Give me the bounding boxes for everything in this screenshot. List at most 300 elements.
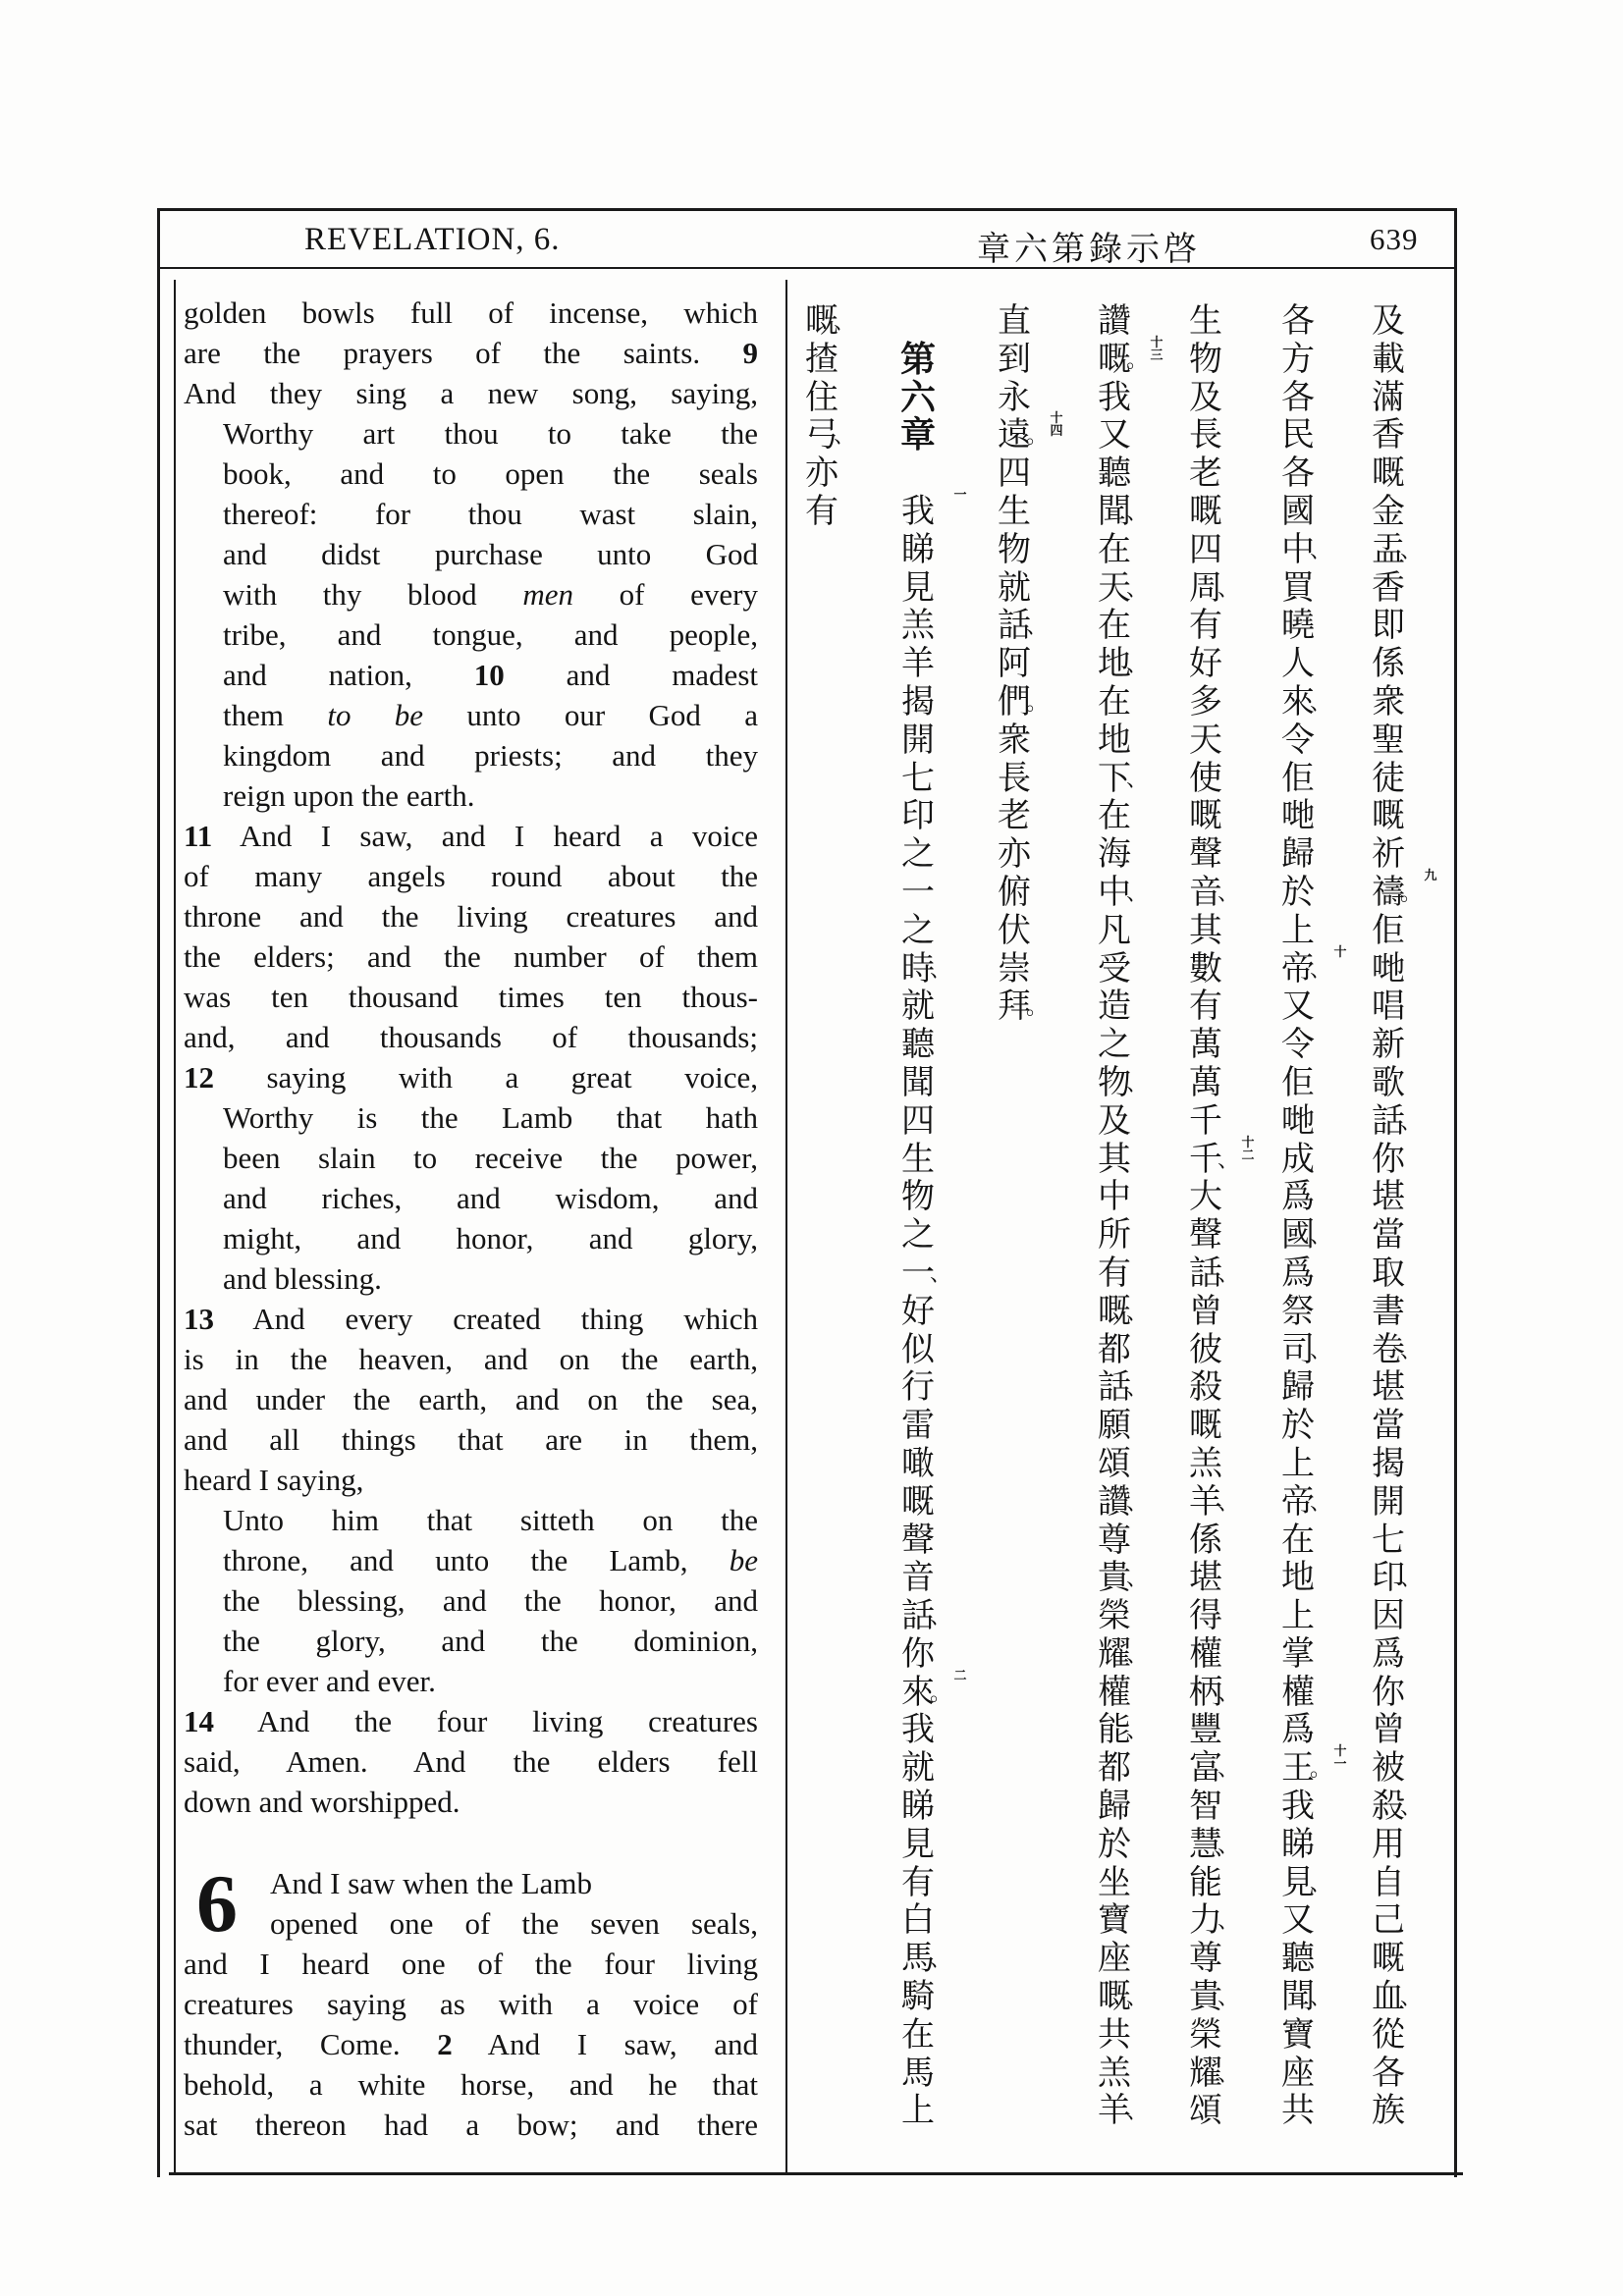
chinese-char: 在 [1098,529,1131,569]
chinese-char: 因 [1372,1596,1405,1636]
chinese-char: 嘅 [1372,796,1405,836]
chinese-char: 你 [901,1633,935,1674]
chinese-char: 於 [1281,872,1315,912]
chinese-char: 各 [1281,454,1315,494]
verse-marker: 二 [953,1668,967,1683]
punctuation: 、 [930,1605,952,1630]
chinese-char: 從 [1372,2014,1405,2055]
text-line [184,856,758,896]
text-segment: for ever and ever. [223,1664,436,1698]
chinese-char: 及 [1372,301,1405,341]
chinese-char: 堪 [1372,1367,1405,1408]
punctuation: 、 [1310,538,1332,563]
text-segment: And they sing a new song, saying, [184,376,758,410]
chinese-char: 聲 [1189,834,1222,875]
text-line [184,534,758,574]
chinese-char: 卷 、 [1372,1329,1423,1369]
chinese-char: 好 [901,1291,935,1331]
text-segment: and nation, [223,658,474,692]
chinese-char: 香 [1372,567,1405,608]
chinese-char: 七 [1372,1520,1405,1560]
chinese-char: 權 [1189,1633,1222,1674]
chinese-char: 萬 [1189,1062,1222,1102]
chinese-char: 歸 [1281,834,1315,875]
chinese-char: 帝 、 [1281,1481,1332,1522]
text-segment: of every [573,577,758,612]
text-segment: and all things that are in them, [184,1422,758,1457]
chinese-char: 族 [1372,2091,1405,2131]
punctuation: 、 [834,310,856,335]
chinese-char: 尊 [1098,1520,1131,1560]
chinese-char: 之 [901,910,935,950]
text-segment: and didst purchase unto God [223,537,758,571]
chinese-char: 們 。 [998,681,1049,721]
chinese-char: 多 [1189,681,1222,721]
text-line [184,1701,758,1741]
punctuation: 、 [1310,957,1332,983]
chinese-char: 曉 [1281,606,1315,646]
chinese-char: 方 [1281,339,1315,379]
text-line [184,655,758,695]
text-segment: unto our God a [423,698,758,732]
chinese-char: 其 [1098,1139,1131,1179]
punctuation: 。 [930,1681,952,1706]
punctuation: 、 [1400,1338,1423,1363]
text-segment: and, and thousands of thousands; [184,1020,758,1054]
chinese-char: 馬 、 [901,1939,952,1979]
chinese-char: 見 、 [1281,1862,1332,1902]
page-number: 639 [1370,222,1419,256]
text-line [184,1057,758,1097]
punctuation: 、 [930,957,952,983]
text-line [184,1419,758,1460]
chinese-char: 聲 [1189,1215,1222,1255]
chinese-char: 哋 [1281,1100,1315,1141]
chinese-char: 共 [1098,2014,1131,2055]
punctuation: 、 [1126,1642,1149,1668]
chinese-char: 己 [1372,1900,1405,1941]
chinese-char: 嘅 。 十三 [1098,335,1163,379]
chinese-char: 來 。 二 [901,1668,967,1712]
text-line [184,494,758,534]
chinese-char: 一 、 [901,1253,952,1293]
chinese-char: 話 、 [998,606,1049,646]
text-line [184,1580,758,1621]
chinese-char: 受 [1098,948,1131,988]
chinese-char: 書 [1372,1291,1405,1331]
column-divider [785,280,787,2174]
italic-text: to be [327,698,424,732]
punctuation: 、 [1126,767,1149,792]
chinese-char: 白 [901,1900,935,1941]
chinese-char: 拜 。 [998,987,1049,1027]
chinese-char: 住 [805,377,839,417]
text-segment: reign upon the earth. [223,778,475,813]
chinese-char: 使 [1189,758,1222,798]
chinese-char: 曾 [1189,1291,1222,1331]
text-segment: down and worshipped. [184,1785,460,1819]
chinese-char: 之 [901,834,935,875]
verse-number: 10 [473,658,505,692]
chinese-char: 係 [1372,644,1405,684]
chinese-char: 買 [1281,567,1315,608]
chinese-char: 願 [1098,1406,1131,1446]
chinese-char: 行 [901,1367,935,1408]
chinese-char: 共 [1281,2091,1315,2131]
punctuation: 、 [1126,1567,1149,1592]
chinese-char: 在 [1098,681,1131,721]
chinese-char: 民 [1281,415,1315,455]
chinese-char: 話 、 [1189,1253,1240,1293]
chinese-char: 老 [998,796,1031,836]
text-segment: was ten thousand times ten thous- [184,980,758,1014]
text-line [184,1661,758,1701]
chinese-char: 唱 [1372,987,1405,1027]
chinese-char: 殺 [1189,1367,1222,1408]
chinese-char: 帝 、 十 [1281,944,1347,988]
verse-number: 13 [184,1302,214,1336]
verse-marker: 十 [1333,944,1347,960]
chinese-char: 金 [1372,491,1405,531]
chinese-char: 萬 [1189,1025,1222,1065]
text-segment: throne, and unto the Lamb, [223,1543,730,1577]
chinese-char: 你 [1372,1672,1405,1712]
text-segment: thereof: for thou wast slain, [223,497,758,531]
punctuation: 、 [1217,1909,1240,1935]
chinese-char: 就 [901,1748,935,1789]
text-line [184,1017,758,1057]
text-segment: the elders; and the number of them [184,939,758,974]
chinese-char: 衆 [1372,681,1405,721]
chinese-column [1367,301,1437,2131]
chinese-char: 令 [1281,720,1315,760]
chinese-char: 睇 [1281,1824,1315,1864]
text-segment: the glory, and the dominion, [223,1624,758,1658]
chinese-char: 坐 [1098,1862,1131,1902]
chinese-char: 得 [1189,1596,1222,1636]
inner-left-rule [174,280,176,2174]
chinese-char: 中 、 [1281,529,1332,569]
chinese-char: 慧 、 [1189,1824,1240,1864]
chinese-char: 盂 、 [1372,529,1423,569]
chinese-char: 印 [901,796,935,836]
chinese-char: 凡 [1098,910,1131,950]
chinese-char: 中 [1098,1177,1131,1217]
text-line [184,2024,758,2064]
chinese-char: 聖 [1372,720,1405,760]
chinese-char: 話 、 [1372,1100,1423,1141]
chinese-char: 權 [1281,1672,1315,1712]
text-segment: behold, a white horse, and he that [184,2067,758,2102]
chinese-char: 祈 [1372,834,1405,875]
punctuation: 、 [1126,1300,1149,1325]
italic-text: be [729,1543,758,1577]
chinese-char: 哋 [1372,948,1405,988]
chinese-char: 睇 [901,529,935,569]
chapter-heading-char: 章 [899,414,936,456]
text-line [184,695,758,735]
text-line [184,977,758,1017]
chinese-char: 於 [1098,1824,1131,1864]
chinese-char: 榮 [1189,2014,1222,2055]
text-segment: book, and to open the seals [223,456,758,491]
chinese-char [896,302,940,341]
chinese-char: 就 [998,567,1031,608]
chinese-char: 曾 [1372,1710,1405,1750]
chinese-char: 生 [901,1139,935,1179]
verse-marker: 九 [1424,868,1437,883]
punctuation: 、 [1217,881,1240,906]
text-segment: the blessing, and the honor, and [223,1583,758,1618]
chinese-char: 佢 [1281,1062,1315,1102]
chinese-char: 羔 [1098,2053,1131,2093]
chinese-char: 有 [1189,987,1222,1027]
chinese-char: 徒 [1372,758,1405,798]
chinese-char: 司 、 [1281,1329,1332,1369]
chinese-char: 長 [1189,415,1222,455]
chinese-char: 有 [901,1862,935,1902]
chinese-char: 羊 [901,644,935,684]
text-line [184,2064,758,2105]
chinese-char: 物 [998,529,1031,569]
chinese-char: 力 、 [1189,1900,1240,1941]
text-segment: And I saw when the Lamb [270,1866,592,1900]
chinese-char: 上 [1281,1443,1315,1483]
verse-marker: 十四 [1050,411,1063,440]
punctuation: 。 [1310,1757,1332,1783]
chinese-char: 在 [1098,796,1131,836]
chinese-char: 大 [1189,1177,1222,1217]
chinese-column [1093,301,1163,2131]
verse-number: 12 [184,1060,214,1095]
text-segment: heard I saying, [184,1463,364,1497]
chinese-char: 貴 、 [1098,1558,1149,1598]
text-segment: with thy blood [223,577,523,612]
verse-number: 14 [184,1704,214,1738]
text-segment: kingdom and priests; and they [223,738,758,773]
text-line [184,293,758,333]
chinese-char: 堪 [1372,1177,1405,1217]
text-line [184,1621,758,1661]
chinese-char: 永 [998,377,1031,417]
chinese-char: 羊 、 [1189,1481,1240,1522]
punctuation: 、 [1217,1986,1240,2011]
chinese-char: 血 、 [1372,1977,1423,2017]
chinese-char: 嘅 [1189,1406,1222,1446]
chinese-char: 音 、 [1189,872,1240,912]
chinese-char: 王 。 十一 [1281,1744,1347,1789]
text-line [184,936,758,977]
chinese-char: 祭 [1281,1291,1315,1331]
punctuation: 、 [1310,1986,1332,2011]
text-segment: sat thereon had a bow; and there [184,2108,758,2142]
chinese-char: 雷 [901,1406,935,1446]
text-segment: are the prayers of the saints. [184,336,743,370]
punctuation: 、 [1217,1681,1240,1706]
text-line [184,333,758,373]
chinese-char: 在 [1281,1520,1315,1560]
chinese-char: 俯 [998,872,1031,912]
chinese-char: 掌 [1281,1633,1315,1674]
text-segment: them [223,698,328,732]
chinese-char: 聞 、 [1281,1977,1332,2017]
chinese-char: 國 [1281,491,1315,531]
chinese-char: 座 [1098,1939,1131,1979]
text-segment: thunder, Come. [184,2027,438,2061]
chinese-char: 亦 [805,454,839,494]
chinese-char: 有 [1189,606,1222,646]
chinese-char: 又 [1281,987,1315,1027]
chinese-char: 歸 [1281,1367,1315,1408]
text-segment: and blessing. [223,1261,382,1296]
punctuation: 、 [1310,1490,1332,1516]
chinese-char: 睇 [901,1787,935,1827]
chinese-char: 衆 [998,720,1031,760]
chinese-char: 見 [901,567,935,608]
chinese-char: 我 [1098,377,1131,417]
text-segment: and I heard one of the four living [184,1947,758,1981]
chinese-char: 見 [901,1824,935,1864]
chinese-char: 嘅 、 [1098,1291,1149,1331]
chinese-char: 聽 [901,1025,935,1065]
text-segment: is in the heaven, and on the earth, [184,1342,758,1376]
chinese-char: 造 [1098,987,1131,1027]
punctuation: 、 [1310,1871,1332,1896]
text-segment: Worthy is the Lamb that hath [223,1100,758,1135]
chinese-char: 下 、 [1098,758,1149,798]
chinese-char: 上 [1281,1596,1315,1636]
punctuation: 、 [1400,1795,1423,1821]
chinese-char: 堪 [1189,1558,1222,1598]
punctuation: 、 [1026,614,1049,640]
verse-marker: 一 [953,487,967,503]
chinese-char: 地 [1098,720,1131,760]
chinese-char [896,454,940,493]
punctuation: 、 [1126,500,1149,525]
text-segment: opened one of the seven seals, [270,1906,758,1941]
chinese-char: 殺 、 [1372,1787,1423,1827]
chinese-char: 歌 [1372,1062,1405,1102]
text-line [184,2105,758,2145]
text-line [184,1097,758,1138]
punctuation: 。 [1026,995,1049,1021]
chinese-char: 取 [1372,1253,1405,1293]
chinese-char: 即 [1372,606,1405,646]
chinese-char: 自 [1372,1862,1405,1902]
verse-number: 9 [742,336,758,370]
punctuation: 。 [1126,347,1149,373]
chinese-char: 佢 [1372,910,1405,950]
chinese-char: 頌 [1189,2091,1222,2131]
chinese-char: 印 、 [1372,1558,1423,1598]
chinese-char: 耀 、 [1098,1633,1149,1674]
chinese-char: 用 [1372,1824,1405,1864]
chinese-char: 時 、 [901,948,952,988]
chinese-char: 海 [1098,834,1131,875]
punctuation: 、 [834,424,856,450]
text-segment: And I saw, and [452,2027,758,2061]
chinese-char: 好 [1189,644,1222,684]
chinese-char: 歸 [1098,1787,1131,1827]
text-segment: And the four living creatures [214,1704,758,1738]
chinese-char: 物 [901,1177,935,1217]
text-line [184,1339,758,1379]
punctuation: 、 [1400,538,1423,563]
chinese-char: 都 [1098,1329,1131,1369]
chinese-char: 禱 。 九 [1372,868,1437,912]
chinese-char: 讚 、 [1098,1481,1149,1522]
chinese-char: 被 [1372,1748,1405,1789]
chinese-char: 能 [1189,1862,1222,1902]
chinese-char: 弓 、 [805,415,856,455]
punctuation: 、 [1126,1376,1149,1402]
chinese-char: 物 、 [1098,1062,1149,1102]
chinese-char: 地 [1281,1558,1315,1598]
chinese-char: 長 [998,758,1031,798]
verse-marker: 十一 [1333,1744,1347,1773]
text-line [184,454,758,494]
text-line [184,735,758,775]
punctuation: 、 [1126,653,1149,678]
text-line [184,1178,758,1218]
chinese-char: 佢 [1281,758,1315,798]
text-line [184,816,758,856]
text-segment: creatures saying as with a voice of [184,1987,758,2021]
chinese-char: 話 、 [901,1596,952,1636]
chinese-char: 噉 [901,1443,935,1483]
punctuation: 、 [1126,1986,1149,2011]
chinese-char: 嘅 [1372,454,1405,494]
chinese-char: 載 [1372,339,1405,379]
chinese-char: 寶 [1098,1900,1131,1941]
chinese-char: 之 [1098,1025,1131,1065]
text-segment: golden bowls full of incense, which [184,295,758,330]
text-line [184,614,758,655]
chinese-char: 令 [1281,1025,1315,1065]
text-segment: been slain to receive the power, [223,1141,758,1175]
chinese-char: 天 [1189,720,1222,760]
chinese-char: 國 、 [1281,1215,1332,1255]
punctuation: 、 [1126,2100,1149,2125]
chinese-char: 柄 、 [1189,1672,1240,1712]
verse-number: 11 [184,819,213,853]
text-line [184,1863,758,1903]
text-segment: and under the earth, and on the sea, [184,1382,758,1416]
text-line [184,413,758,454]
running-head-chinese: 章六第錄示啓 [977,232,1201,268]
chinese-char: 又 [1281,1900,1315,1941]
text-segment: tribe, and tongue, and people, [223,617,758,652]
punctuation: 、 [1310,1338,1332,1363]
text-line [184,574,758,614]
chinese-char: 爲 [1281,1710,1315,1750]
punctuation: 、 [1217,1833,1240,1858]
chinese-char: 寶 [1281,2014,1315,2055]
header-rule [157,267,1454,269]
text-segment: and madest [504,658,758,692]
chinese-char: 讚 [1098,301,1131,341]
chinese-char: 地 、 [1098,644,1149,684]
chinese-char: 千 [1189,1100,1222,1141]
chinese-char: 到 [998,339,1031,379]
chapter-drop-cap: 6 [196,1858,238,1949]
chinese-char: 彼 [1189,1329,1222,1369]
punctuation: 、 [1217,2061,1240,2087]
punctuation: 、 [930,1261,952,1287]
chinese-char: 伏 [998,910,1031,950]
chinese-char: 又 [1098,415,1131,455]
chinese-char: 各 [1372,2053,1405,2093]
